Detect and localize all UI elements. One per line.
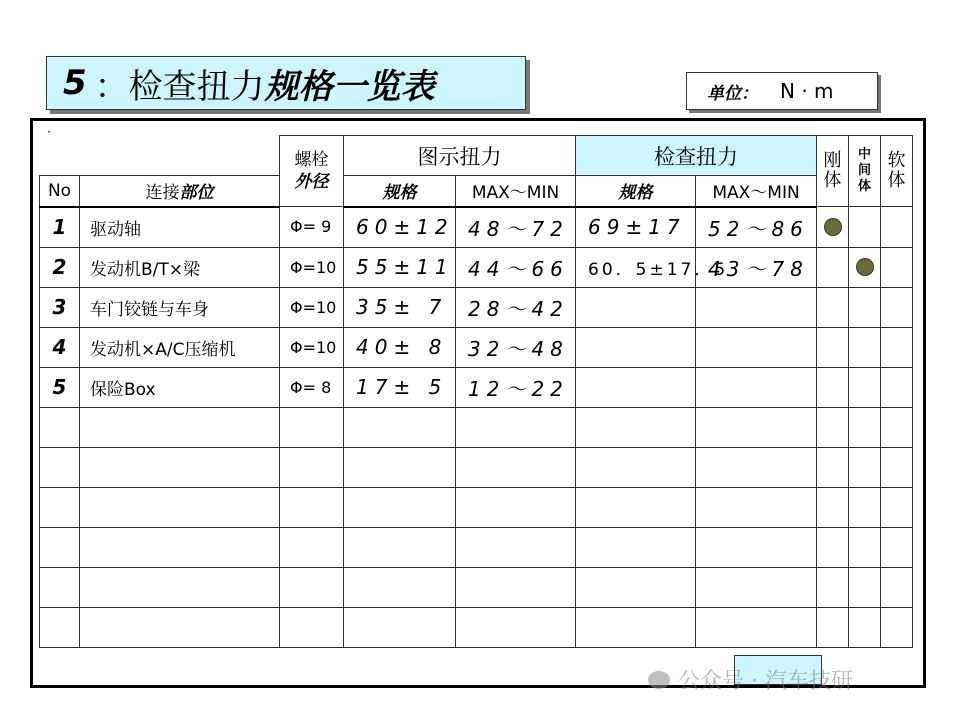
- title-text: ：检查扭力: [94, 66, 265, 107]
- watermark: [648, 664, 853, 695]
- table-row-empty: [40, 487, 913, 527]
- empty-cell: [696, 447, 817, 487]
- empty-cell: [344, 407, 456, 447]
- empty-cell: [576, 487, 696, 527]
- row-check-range: [696, 327, 817, 367]
- row-rigid: [817, 207, 849, 248]
- row-part: 发动机×A/C压缩机: [80, 327, 280, 367]
- row-part: 车门铰链与车身: [80, 287, 280, 327]
- table-row: [40, 207, 913, 248]
- row-soft: [881, 327, 913, 367]
- empty-cell: [849, 527, 881, 567]
- row-bolt-diameter: Φ= 9: [280, 207, 344, 248]
- row-part: 发动机B/T×梁: [80, 247, 280, 287]
- empty-cell: [576, 607, 696, 647]
- wechat-icon: [648, 671, 670, 689]
- header-bolt: [280, 136, 344, 207]
- empty-cell: [817, 567, 849, 607]
- empty-cell: [280, 407, 344, 447]
- empty-cell: [456, 567, 576, 607]
- row-middle: [849, 367, 881, 407]
- empty-cell: [344, 527, 456, 567]
- empty-cell: [80, 407, 280, 447]
- empty-cell: [456, 407, 576, 447]
- empty-cell: [280, 607, 344, 647]
- unit-box: [686, 72, 878, 110]
- header-soft: [881, 136, 913, 207]
- empty-cell: [576, 567, 696, 607]
- row-check-range: 43～78: [696, 247, 817, 287]
- table-row-empty: [40, 607, 913, 647]
- empty-cell: [696, 407, 817, 447]
- table-row: [40, 367, 913, 407]
- empty-cell: [280, 527, 344, 567]
- empty-cell: [40, 527, 80, 567]
- empty-cell: [456, 447, 576, 487]
- row-number: 5: [40, 367, 80, 407]
- frame-dot: ·: [47, 125, 51, 139]
- header-no: No: [40, 176, 80, 207]
- title-number: 5: [63, 63, 87, 103]
- header-part-label: 连接: [145, 183, 180, 204]
- row-drawing-range: 32～48: [456, 327, 576, 367]
- empty-cell: [817, 407, 849, 447]
- row-soft: [881, 207, 913, 248]
- title-text-bold: 规格一览表: [264, 66, 435, 107]
- watermark-text: 公众号 · 汽车技研: [678, 669, 853, 694]
- header-rigid: [817, 136, 849, 207]
- table-row: [40, 327, 913, 367]
- row-check-range: [696, 367, 817, 407]
- header-check-torque: 检查扭力: [576, 136, 817, 176]
- empty-cell: [817, 447, 849, 487]
- empty-cell: [817, 527, 849, 567]
- empty-cell: [696, 487, 817, 527]
- header-part: [80, 176, 280, 207]
- row-check-range: [696, 287, 817, 327]
- empty-cell: [696, 567, 817, 607]
- empty-cell: [576, 447, 696, 487]
- empty-cell: [456, 527, 576, 567]
- empty-cell: [344, 487, 456, 527]
- empty-cell: [881, 407, 913, 447]
- row-bolt-diameter: Φ=10: [280, 327, 344, 367]
- rigid-marker-icon: [824, 218, 842, 236]
- row-part: 驱动轴: [80, 207, 280, 248]
- row-rigid: [817, 287, 849, 327]
- row-drawing-spec: 60±12: [344, 207, 456, 248]
- empty-cell: [881, 447, 913, 487]
- empty-cell: [881, 567, 913, 607]
- empty-cell: [849, 487, 881, 527]
- header-drawing-torque: 图示扭力: [344, 136, 576, 176]
- empty-cell: [40, 447, 80, 487]
- empty-cell: [849, 567, 881, 607]
- empty-cell: [456, 487, 576, 527]
- header-drawing-spec: 规格: [344, 176, 456, 207]
- row-check-spec: [576, 367, 696, 407]
- row-bolt-diameter: Φ=10: [280, 247, 344, 287]
- empty-cell: [80, 567, 280, 607]
- row-middle: [849, 327, 881, 367]
- row-middle: [849, 287, 881, 327]
- row-bolt-diameter: Φ= 8: [280, 367, 344, 407]
- row-check-spec: 69±17: [576, 207, 696, 248]
- empty-cell: [696, 607, 817, 647]
- page-title: [46, 56, 526, 110]
- header-bolt-label: 螺栓: [294, 150, 329, 170]
- table-row: [40, 247, 913, 287]
- header-rigid-label: 刚体: [823, 150, 842, 191]
- empty-cell: [80, 487, 280, 527]
- row-number: 2: [40, 247, 80, 287]
- row-number: 3: [40, 287, 80, 327]
- row-check-spec: 60．5±17．5: [576, 247, 696, 287]
- header-middle: [849, 136, 881, 207]
- row-drawing-range: 28～42: [456, 287, 576, 327]
- table-row: [40, 287, 913, 327]
- row-rigid: [817, 367, 849, 407]
- row-check-spec: [576, 287, 696, 327]
- row-bolt-diameter: Φ=10: [280, 287, 344, 327]
- empty-cell: [344, 447, 456, 487]
- empty-cell: [849, 447, 881, 487]
- empty-cell: [80, 447, 280, 487]
- empty-cell: [696, 527, 817, 567]
- empty-cell: [40, 607, 80, 647]
- header-soft-label: 软体: [887, 150, 906, 191]
- table-row-empty: [40, 447, 913, 487]
- row-drawing-spec: 17± 5: [344, 367, 456, 407]
- row-soft: [881, 287, 913, 327]
- empty-cell: [280, 447, 344, 487]
- empty-cell: [344, 607, 456, 647]
- header-middle-label: 中间体: [857, 147, 871, 194]
- empty-cell: [849, 407, 881, 447]
- row-soft: [881, 247, 913, 287]
- empty-cell: [280, 487, 344, 527]
- row-rigid: [817, 247, 849, 287]
- row-check-spec: [576, 327, 696, 367]
- header-part-bold: 部位: [179, 183, 214, 204]
- row-part: 保险Box: [80, 367, 280, 407]
- empty-cell: [80, 607, 280, 647]
- empty-cell: [344, 567, 456, 607]
- row-middle: [849, 207, 881, 248]
- table-row-empty: [40, 567, 913, 607]
- row-number: 1: [40, 207, 80, 248]
- row-drawing-spec: 55±11: [344, 247, 456, 287]
- empty-cell: [80, 527, 280, 567]
- row-soft: [881, 367, 913, 407]
- empty-cell: [40, 567, 80, 607]
- empty-cell: [881, 607, 913, 647]
- table-row-empty: [40, 527, 913, 567]
- empty-cell: [881, 487, 913, 527]
- empty-cell: [40, 487, 80, 527]
- empty-cell: [280, 567, 344, 607]
- row-rigid: [817, 327, 849, 367]
- unit-value: N · m: [780, 79, 834, 103]
- empty-cell: [456, 607, 576, 647]
- empty-cell: [40, 407, 80, 447]
- empty-cell: [817, 607, 849, 647]
- empty-cell: [881, 527, 913, 567]
- header-bolt-sub: 外径: [294, 172, 329, 192]
- header-drawing-range: MAX～MIN: [456, 176, 576, 207]
- empty-cell: [849, 607, 881, 647]
- empty-cell: [817, 487, 849, 527]
- table-row-empty: [40, 407, 913, 447]
- header-check-range: MAX～MIN: [696, 176, 817, 207]
- header-check-spec: 规格: [576, 176, 696, 207]
- row-number: 4: [40, 327, 80, 367]
- torque-spec-table: [39, 135, 913, 648]
- empty-cell: [576, 407, 696, 447]
- row-drawing-range: 48～72: [456, 207, 576, 248]
- row-drawing-spec: 40± 8: [344, 327, 456, 367]
- row-drawing-spec: 35± 7: [344, 287, 456, 327]
- header-blank: [40, 136, 280, 176]
- unit-label: 单位：: [707, 83, 758, 104]
- row-drawing-range: 12～22: [456, 367, 576, 407]
- middle-marker-icon: [856, 258, 874, 276]
- row-check-range: 52～86: [696, 207, 817, 248]
- empty-cell: [576, 527, 696, 567]
- row-middle: [849, 247, 881, 287]
- row-drawing-range: 44～66: [456, 247, 576, 287]
